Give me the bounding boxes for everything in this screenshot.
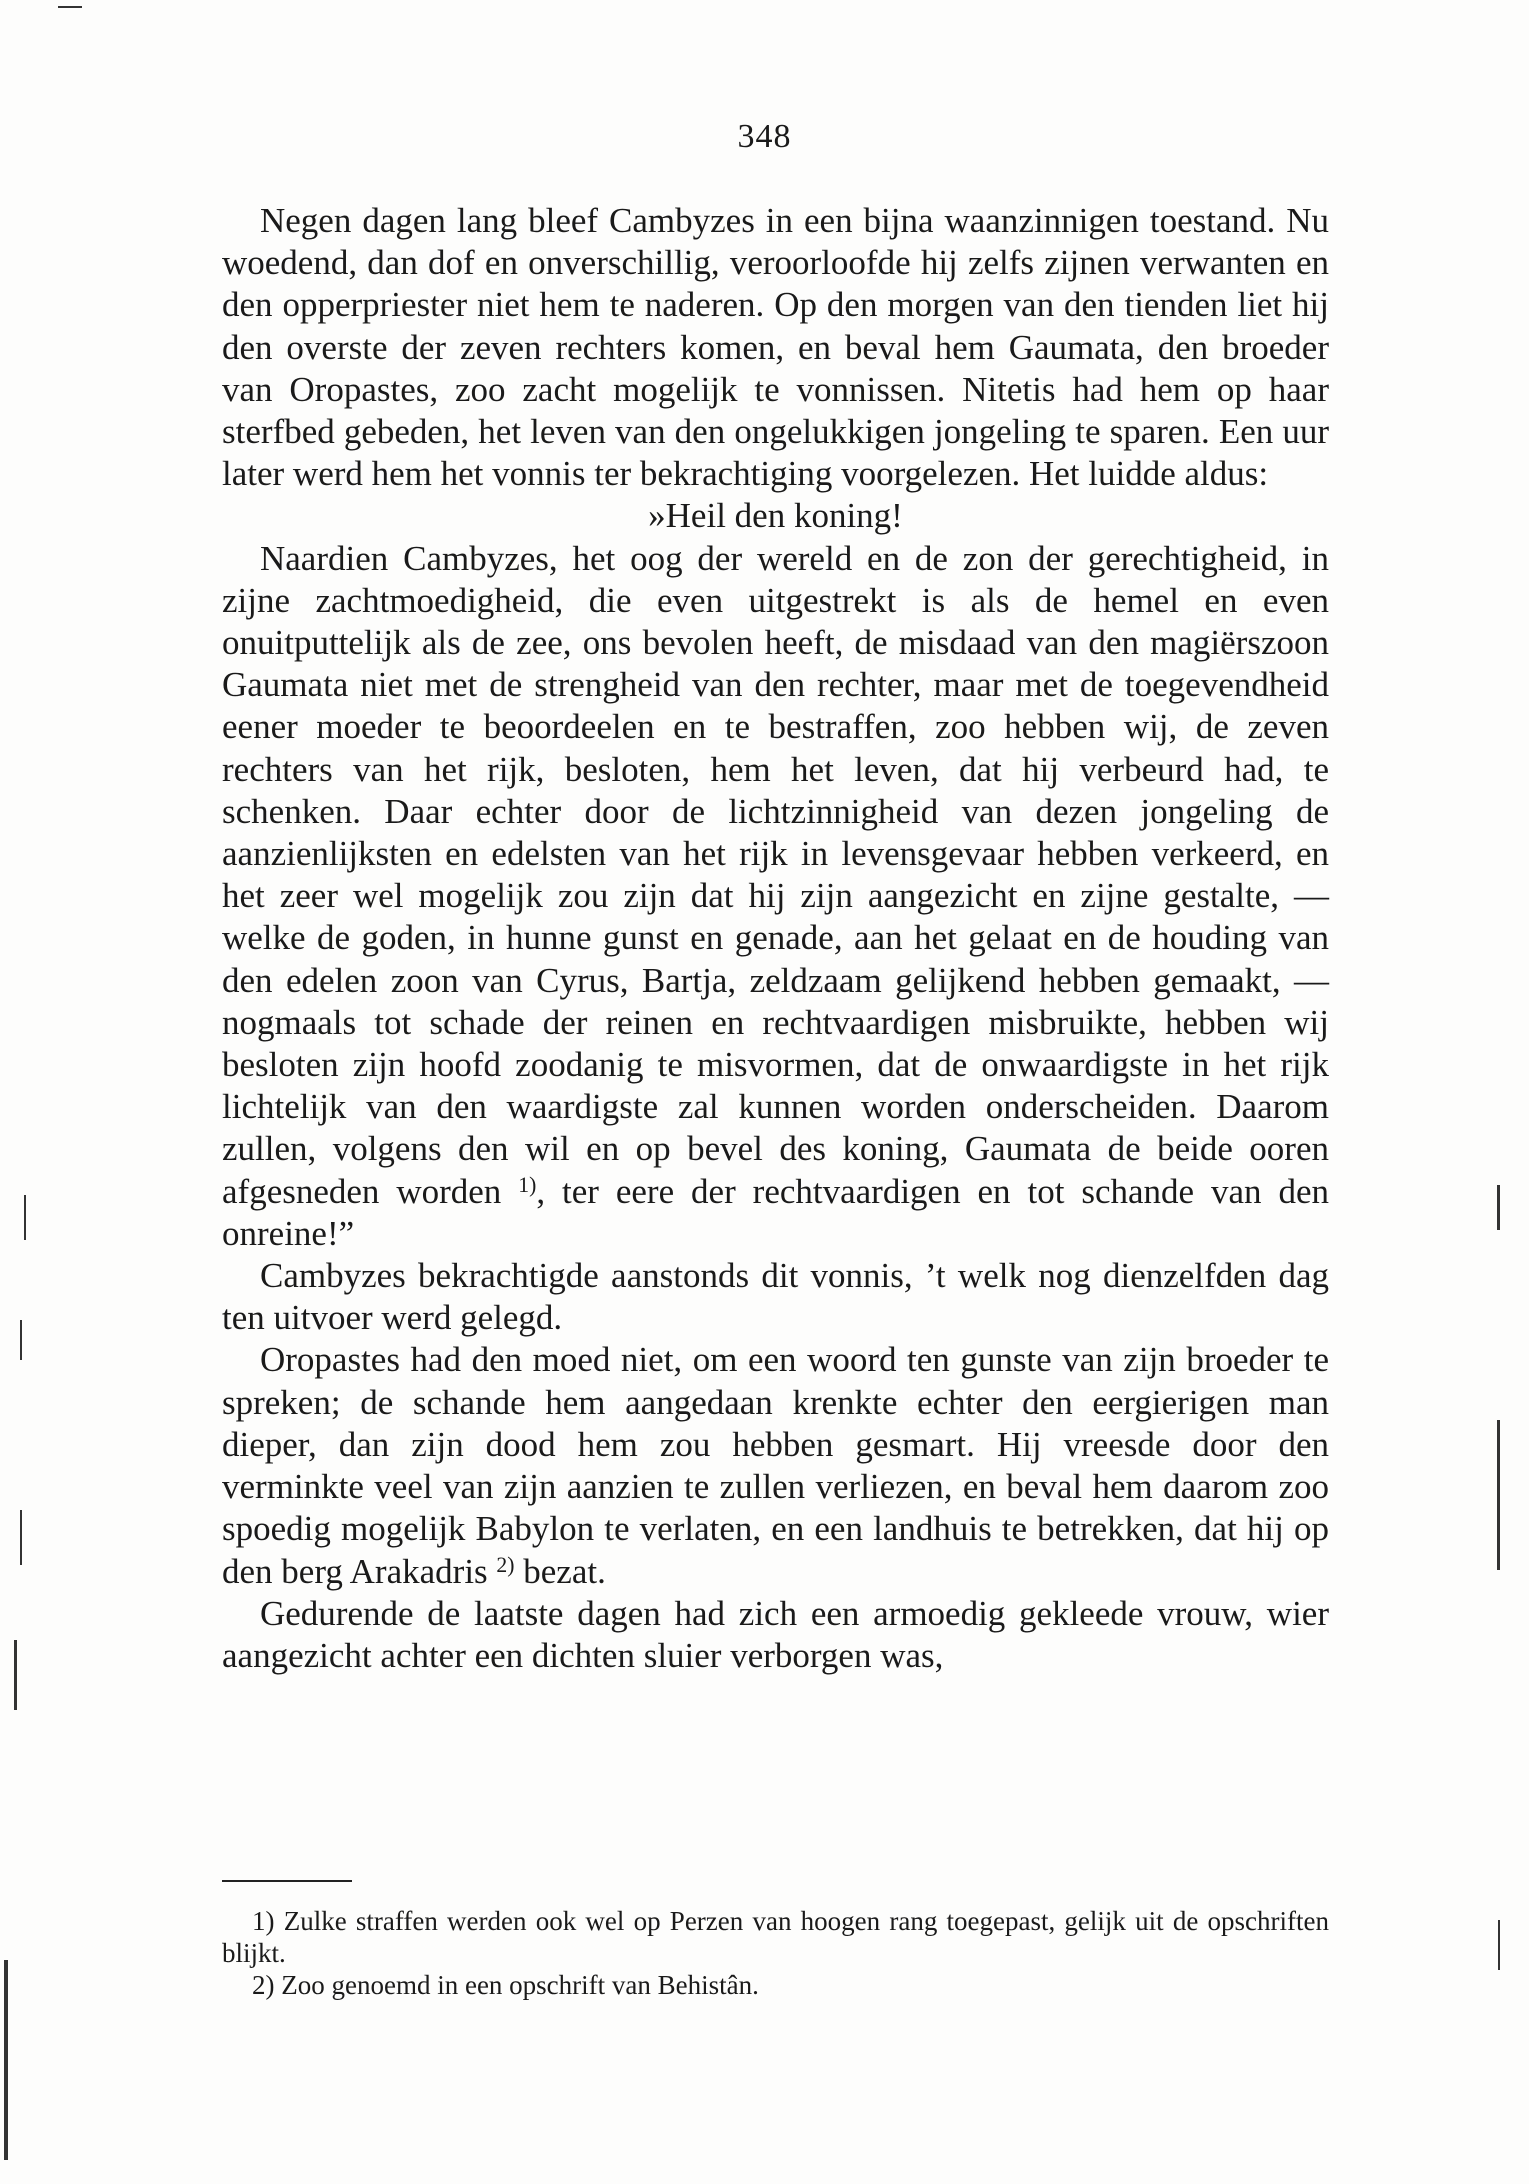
paragraph-verdict: Naardien Cambyzes, het oog der wereld en de zon der gerechtigheid, in zijne zachtmoedigheid, die even uitgestrekt is als de hemel en even onuitputtelijk als de zee, ons bevolen heeft, de misdaad van den magiërszoon Gaumata niet met de strengheid van den rechter, maar met de toegevendheid eener moeder te beoordeelen en te bestraffen, zoo hebben wij, de zeven rechters van het rijk, besloten, hem het leven, dat hij verbeurd had, te schenken. Daar echter door de lichtzinnigheid van dezen jongeling de aanzienlijksten en edelsten van het rijk in levensgevaar hebben verkeerd, en het zeer wel mogelijk zou zijn dat hij zijn aangezicht en zijne gestalte, — welke de goden, in hunne gunst en genade, aan het gelaat en de houding van den edelen zoon van Cyrus, Bartja, zeldzaam gelijkend hebben gemaakt, — nogmaals tot schade der reinen en rechtvaardigen misbruikte, hebben wij besloten zijn hoofd zoodanig te misvormen, dat de onwaardigste in het rijk lichtelijk van den waardigste zal kunnen worden onderscheiden. Daarom zullen, volgens den wil en op bevel des koning, Gaumata de beide ooren afgesneden worden $^{1)}$, ter eere der rechtvaardigen en tot schande van den onreine!” — [222, 538, 1330, 1253]
verdict-text: Naardien Cambyzes, het oog der wereld en de zon der gerechtigheid, in zijne zachtmoedigheid, die even uitgestrekt is als de hemel en even onuitputtelijk als de zee, ons bevolen heeft, de misdaad van den magiërszoon Gaumata niet met de strengheid van den rechter, maar met de toegevendheid eener moeder te beoordeelen en te bestraffen, zoo hebben wij, de zeven rechters van het rijk, besloten, hem het leven, dat hij verbeurd had, te schenken. Daar echter door de lichtzinnigheid van dezen jongeling de aanzienlijksten en edelsten van het rijk in levensgevaar hebben verkeerd, en het zeer wel mogelijk zou zijn dat hij zijn aangezicht en zijne gestalte, — welke de goden, in hunne gunst en genade, aan het gelaat en de houding van den edelen zoon van Cyrus, Bartja, zeldzaam gelijkend hebben gemaakt, — nogmaals tot schade der reinen en rechtvaardigen misbruikte, hebben wij besloten zijn hoofd zoodanig te misvormen, dat de onwaardigste in het rijk lichtelijk van den waardigste zal kunnen worden onderscheiden. Daarom zullen, volgens den wil en op bevel des koning, Gaumata de beide ooren afgesneden worden — [222, 538, 1329, 1211]
paragraph-woman: Gedurende de laatste dagen had zich een armoedig gekleede vrouw, wier aangezicht achter een dichten sluier verborgen was, — [222, 1593, 1329, 1675]
scan-mark-top — [58, 6, 82, 8]
footnote-ref-2: 2) — [496, 1552, 515, 1577]
scan-mark-left-2 — [20, 1320, 22, 1360]
paragraph-confirmation: Cambyzes bekrachtigde aanstonds dit vonnis, ’t welk nog dienzelfden dag ten uitvoer werd gelegd. — [222, 1256, 1329, 1338]
footnote-1: 1) Zulke straffen werden ook wel op Perzen van hoogen rang toegepast, gelijk uit de opschriften blijkt. — [222, 1906, 1329, 1968]
footnote-2: 2) Zoo genoemd in een opschrift van Behistân. — [252, 1970, 759, 2000]
oropastes-text: Oropastes had den moed niet, om een woord ten gunste van zijn broeder te spreken; de schande hem aangedaan krenkte echter den eergierigen man dieper, dan zijn dood hem zou hebben gesmart. Hij vreesde door den verminkte veel van zijn aanzien te zullen verliezen, en beval hem daarom zoo spoedig mogelijk Babylon te verlaten, en een landhuis te betrekken, dat hij op den berg Arakadris — [222, 1340, 1329, 1591]
scan-mark-left-1 — [24, 1195, 26, 1240]
scan-mark-left-4 — [14, 1640, 17, 1710]
footnote-ref-1: 1) — [518, 1172, 537, 1197]
scan-mark-right-1 — [1497, 1185, 1500, 1230]
scan-mark-left-5 — [4, 1960, 8, 2160]
footnotes — [222, 1905, 1329, 2001]
page-number: 348 — [737, 118, 792, 155]
paragraph-1: Negen dagen lang bleef Cambyzes in een bijna waanzinnigen toestand. Nu woedend, dan dof en onverschillig, veroorloofde hij zelfs zijnen verwanten en den opperpriester niet hem te naderen. Op den morgen van den tienden liet hij den overste der zeven rechters komen, en beval hem Gaumata, den broeder van Oropastes, zoo zacht mogelijk te vonnissen. Nitetis had hem op haar sterfbed gebeden, het leven van den ongelukkigen jongeling te sparen. Een uur later werd hem het vonnis ter bekrachtiging voorgelezen. Het luidde aldus: — [222, 201, 1329, 494]
footnote-divider — [222, 1880, 352, 1882]
scan-mark-left-3 — [20, 1510, 22, 1565]
verdict-heading: »Heil den koning! — [648, 496, 903, 536]
scan-mark-right-3 — [1498, 1920, 1500, 1970]
main-text — [222, 200, 1329, 1677]
verdict-text-end: ter eere der rechtvaardigen en tot schande van den onreine!” — [222, 1171, 1330, 1253]
paragraph-oropastes — [222, 1339, 1329, 1592]
scan-mark-right-2 — [1497, 1420, 1500, 1570]
oropastes-text-end: bezat. — [523, 1551, 606, 1591]
